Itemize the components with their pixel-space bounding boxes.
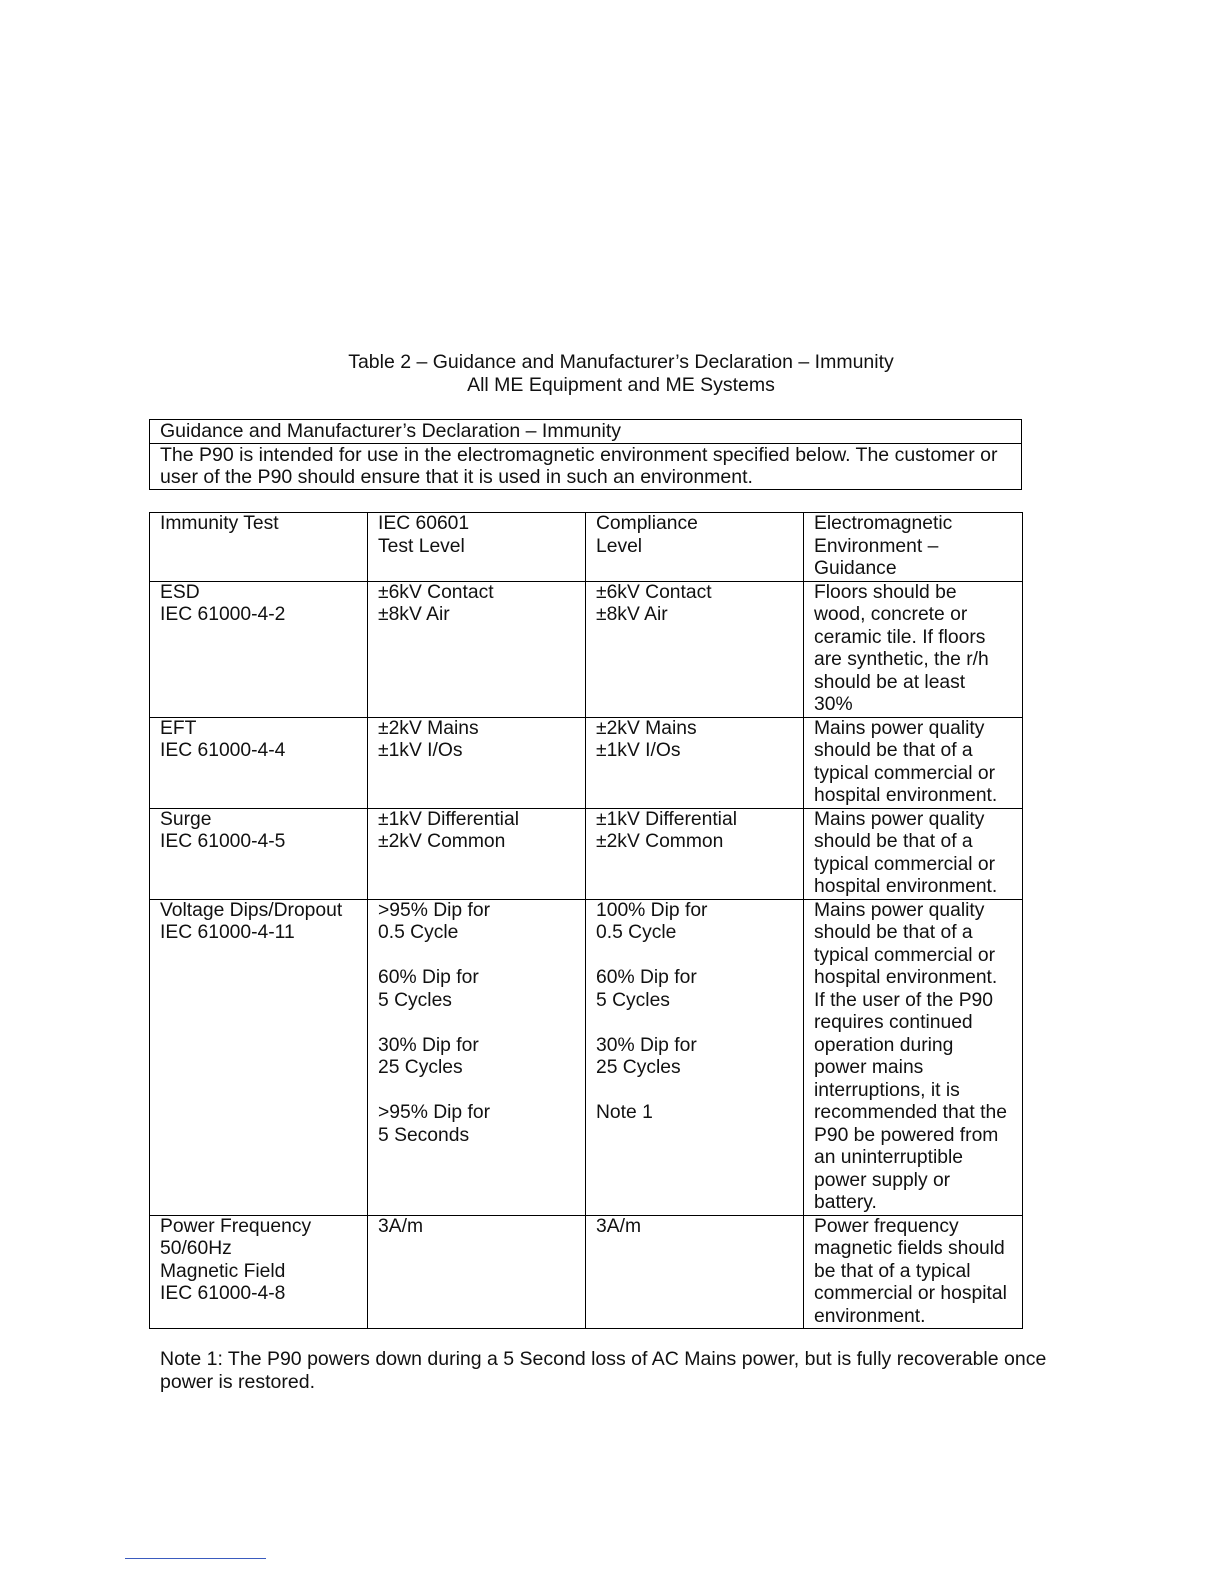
compliance-level-cell xyxy=(586,717,804,808)
compliance-level-cell xyxy=(586,1215,804,1329)
cell-line: Electromagnetic xyxy=(814,513,953,534)
cell-line: 25 Cycles xyxy=(596,1057,681,1078)
cell-line: ceramic tile. If floors xyxy=(814,626,986,648)
cell-line: 50/60Hz xyxy=(160,1238,232,1259)
column-header xyxy=(804,513,1023,582)
intro-text-line: The P90 is intended for use in the electromagnetic environment specified below. The customer or xyxy=(160,443,998,466)
cell-line: Immunity Test xyxy=(160,513,279,534)
cell-line: Surge xyxy=(160,808,212,830)
cell-line: P90 be powered from xyxy=(814,1124,999,1146)
cell-line: Power frequency xyxy=(814,1215,959,1237)
test-level-cell xyxy=(368,717,586,808)
cell-line: are synthetic, the r/h xyxy=(814,649,989,670)
cell-line: commercial or hospital xyxy=(814,1283,1007,1304)
immunity-test-cell xyxy=(150,1215,368,1329)
cell-line: Magnetic Field xyxy=(160,1260,286,1282)
cell-line: IEC 60601 xyxy=(378,513,470,534)
cell-line: EFT xyxy=(160,717,197,739)
table-caption xyxy=(0,351,1224,397)
table-row xyxy=(150,717,1023,808)
line-gap xyxy=(596,1080,794,1103)
cell-line: 30% Dip for xyxy=(378,1034,479,1056)
line-gap xyxy=(596,945,794,968)
intro-text-line: user of the P90 should ensure that it is used in such an environment. xyxy=(160,466,753,488)
cell-line: Power Frequency xyxy=(160,1215,312,1237)
immunity-test-cell xyxy=(150,899,368,1215)
cell-line: 5 Seconds xyxy=(378,1124,470,1146)
cell-line: IEC 61000-4-5 xyxy=(160,831,286,852)
cell-line: Mains power quality xyxy=(814,899,985,921)
immunity-test-cell xyxy=(150,581,368,717)
cell-line: Mains power quality xyxy=(814,717,985,739)
cell-line: ±1kV Differential xyxy=(378,808,519,830)
line-gap xyxy=(596,1012,794,1035)
cell-line: Environment – xyxy=(814,535,939,557)
cell-line: magnetic fields should xyxy=(814,1238,1005,1259)
table-row xyxy=(150,899,1023,1215)
cell-line: IEC 61000-4-11 xyxy=(160,922,295,943)
caption-subtitle: All ME Equipment and ME Systems xyxy=(467,374,775,396)
test-level-cell xyxy=(368,581,586,717)
cell-line: >95% Dip for xyxy=(378,899,490,921)
line-gap xyxy=(378,1012,576,1035)
cell-line: battery. xyxy=(814,1192,877,1213)
cell-line: typical commercial or xyxy=(814,853,996,875)
cell-line: power mains xyxy=(814,1057,924,1078)
compliance-level-cell xyxy=(586,581,804,717)
table-row xyxy=(150,808,1023,899)
cell-line: If the user of the P90 xyxy=(814,989,994,1011)
cell-line: should be that of a xyxy=(814,831,973,852)
cell-line: 0.5 Cycle xyxy=(378,922,459,943)
cell-line: Guidance xyxy=(814,558,897,579)
immunity-table xyxy=(149,512,1023,1329)
cell-line: recommended that the xyxy=(814,1102,1007,1123)
cell-line: ±1kV I/Os xyxy=(596,740,681,761)
cell-line: IEC 61000-4-2 xyxy=(160,604,286,625)
cell-line: ±8kV Air xyxy=(596,604,668,625)
cell-line: ESD xyxy=(160,581,200,603)
cell-line: Floors should be xyxy=(814,581,957,603)
compliance-level-cell xyxy=(586,899,804,1215)
cell-line: typical commercial or xyxy=(814,762,996,784)
cell-line: interruptions, it is xyxy=(814,1079,960,1101)
cell-line: 3A/m xyxy=(378,1215,424,1237)
cell-line: requires continued xyxy=(814,1012,973,1033)
cell-line: ±2kV Common xyxy=(378,831,506,852)
cell-line: 0.5 Cycle xyxy=(596,922,677,943)
cell-line: 100% Dip for xyxy=(596,899,708,921)
cell-line: operation during xyxy=(814,1034,954,1056)
cell-line: should be that of a xyxy=(814,740,973,761)
cell-line: should be at least xyxy=(814,671,966,693)
cell-line: ±1kV Differential xyxy=(596,808,737,830)
cell-line: ±6kV Contact xyxy=(596,581,712,603)
cell-line: ±8kV Air xyxy=(378,604,450,625)
cell-line: Mains power quality xyxy=(814,808,985,830)
footnote-separator xyxy=(125,1558,266,1559)
cell-line: 5 Cycles xyxy=(378,989,452,1011)
test-level-cell xyxy=(368,808,586,899)
caption-title: Table 2 – Guidance and Manufacturer’s Declaration – Immunity xyxy=(348,351,894,373)
cell-line: 30% Dip for xyxy=(596,1034,697,1056)
guidance-cell xyxy=(804,808,1023,899)
cell-line: ±2kV Mains xyxy=(378,717,479,739)
cell-line: Level xyxy=(596,535,643,557)
compliance-level-cell xyxy=(586,808,804,899)
cell-line: typical commercial or xyxy=(814,944,996,966)
column-header xyxy=(586,513,804,582)
line-gap xyxy=(378,1080,576,1103)
cell-line: 30% xyxy=(814,694,853,715)
test-level-cell xyxy=(368,1215,586,1329)
cell-line: hospital environment. xyxy=(814,876,998,897)
cell-line: wood, concrete or xyxy=(814,604,968,625)
cell-line: 25 Cycles xyxy=(378,1057,463,1078)
cell-line: Note 1 xyxy=(596,1102,653,1123)
cell-line: environment. xyxy=(814,1305,926,1327)
line-gap xyxy=(378,945,576,968)
table-row xyxy=(150,1215,1023,1329)
column-header xyxy=(368,513,586,582)
intro-text xyxy=(150,443,1022,489)
cell-line: be that of a typical xyxy=(814,1260,971,1282)
header-row xyxy=(150,513,1023,582)
guidance-cell xyxy=(804,717,1023,808)
cell-line: >95% Dip for xyxy=(378,1102,490,1123)
cell-line: 60% Dip for xyxy=(596,967,697,988)
test-level-cell xyxy=(368,899,586,1215)
cell-line: should be that of a xyxy=(814,922,973,943)
cell-line: hospital environment. xyxy=(814,785,998,806)
cell-line: power supply or xyxy=(814,1169,951,1191)
cell-line: IEC 61000-4-4 xyxy=(160,740,286,761)
cell-line: 3A/m xyxy=(596,1215,642,1237)
guidance-cell xyxy=(804,899,1023,1215)
column-header xyxy=(150,513,368,582)
footnote xyxy=(160,1348,1060,1394)
immunity-test-cell xyxy=(150,808,368,899)
cell-line: ±2kV Common xyxy=(596,831,724,852)
guidance-cell xyxy=(804,581,1023,717)
cell-line: IEC 61000-4-8 xyxy=(160,1283,286,1304)
cell-line: 5 Cycles xyxy=(596,989,670,1011)
cell-line: Voltage Dips/Dropout xyxy=(160,899,343,921)
table-row xyxy=(150,581,1023,717)
guidance-cell xyxy=(804,1215,1023,1329)
cell-line: an uninterruptible xyxy=(814,1147,963,1168)
footnote-line: power is restored. xyxy=(160,1371,315,1393)
cell-line: ±1kV I/Os xyxy=(378,740,463,761)
cell-line: Test Level xyxy=(378,535,465,557)
cell-line: hospital environment. xyxy=(814,967,998,988)
cell-line: Compliance xyxy=(596,513,698,534)
cell-line: ±2kV Mains xyxy=(596,717,697,739)
cell-line: 60% Dip for xyxy=(378,967,479,988)
footnote-line: Note 1: The P90 powers down during a 5 Second loss of AC Mains power, but is fully recoverable once xyxy=(160,1348,1047,1370)
immunity-test-cell xyxy=(150,717,368,808)
intro-table xyxy=(149,419,1022,490)
intro-title: Guidance and Manufacturer’s Declaration – Immunity xyxy=(150,420,1022,444)
cell-line: ±6kV Contact xyxy=(378,581,494,603)
